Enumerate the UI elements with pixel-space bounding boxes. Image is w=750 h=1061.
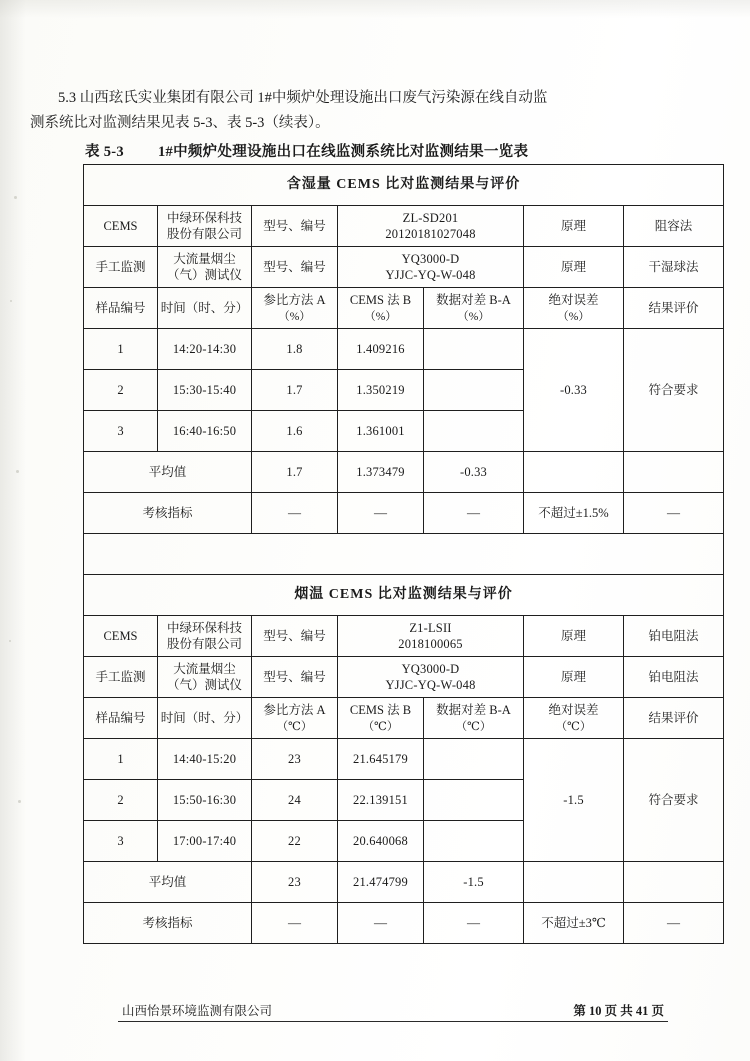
col-header-abs-error: 绝对误差 （%） — [524, 288, 624, 329]
scan-speckle — [16, 470, 19, 473]
value-method-b: 21.645179 — [338, 739, 424, 780]
model-label: 型号、编号 — [252, 247, 338, 288]
principle-label: 原理 — [524, 616, 624, 657]
average-label: 平均值 — [84, 862, 252, 903]
criteria-dash: — — [424, 903, 524, 944]
value-diff — [424, 370, 524, 411]
table-caption-number: 表 5-3 — [85, 144, 124, 160]
average-method-b: 21.474799 — [338, 862, 424, 903]
table-row — [84, 165, 724, 206]
scan-speckle — [10, 300, 12, 302]
cems-label: CEMS — [84, 616, 158, 657]
value-method-b: 1.361001 — [338, 411, 424, 452]
value-method-a: 22 — [252, 821, 338, 862]
sample-no: 3 — [84, 411, 158, 452]
sample-no: 2 — [84, 780, 158, 821]
footer-page-number: 第 10 页 共 41 页 — [573, 1004, 664, 1018]
model-value: YQ3000-D YJJC-YQ-W-048 — [338, 657, 524, 698]
average-abs-error — [524, 862, 624, 903]
sample-no: 1 — [84, 329, 158, 370]
col-header-time: 时间（时、分） — [158, 698, 252, 739]
sample-time: 16:40-16:50 — [158, 411, 252, 452]
sample-time: 15:30-15:40 — [158, 370, 252, 411]
average-diff: -0.33 — [424, 452, 524, 493]
value-method-a: 23 — [252, 739, 338, 780]
sample-no: 3 — [84, 821, 158, 862]
model-label: 型号、编号 — [252, 206, 338, 247]
table-header-row — [84, 288, 724, 329]
scan-shadow-left — [0, 0, 26, 1061]
average-method-a: 23 — [252, 862, 338, 903]
model-value: YQ3000-D YJJC-YQ-W-048 — [338, 247, 524, 288]
principle-value: 阻容法 — [624, 206, 724, 247]
value-method-a: 1.7 — [252, 370, 338, 411]
sample-time: 15:50-16:30 — [158, 780, 252, 821]
manual-label: 手工监测 — [84, 247, 158, 288]
table-row — [84, 452, 724, 493]
value-abs-error: -0.33 — [524, 329, 624, 452]
criteria-dash: — — [624, 903, 724, 944]
table-row — [84, 206, 724, 247]
model-value: ZL-SD201 20120181027048 — [338, 206, 524, 247]
average-evaluation — [624, 452, 724, 493]
value-diff — [424, 780, 524, 821]
table-row — [84, 862, 724, 903]
footer-divider — [118, 1021, 668, 1022]
criteria-value: 不超过±1.5% — [524, 493, 624, 534]
value-diff — [424, 739, 524, 780]
criteria-label: 考核指标 — [84, 903, 252, 944]
col-header-time: 时间（时、分） — [158, 288, 252, 329]
criteria-label: 考核指标 — [84, 493, 252, 534]
intro-paragraph — [30, 0, 720, 136]
section-title-humidity: 含湿量 CEMS 比对监测结果与评价 — [84, 165, 724, 206]
manual-label: 手工监测 — [84, 657, 158, 698]
cems-maker: 中绿环保科技 股份有限公司 — [158, 206, 252, 247]
table-spacer — [84, 534, 724, 575]
criteria-dash: — — [252, 903, 338, 944]
col-header-abs-error: 绝对误差 （℃） — [524, 698, 624, 739]
value-method-a: 24 — [252, 780, 338, 821]
table-row — [84, 739, 724, 780]
col-header-method-a: 参比方法 A （℃） — [252, 698, 338, 739]
model-label: 型号、编号 — [252, 616, 338, 657]
value-abs-error: -1.5 — [524, 739, 624, 862]
comparison-tables — [83, 164, 724, 944]
principle-label: 原理 — [524, 206, 624, 247]
cems-maker: 中绿环保科技 股份有限公司 — [158, 616, 252, 657]
table-row — [84, 329, 724, 370]
average-label: 平均值 — [84, 452, 252, 493]
table-row — [84, 657, 724, 698]
value-diff — [424, 411, 524, 452]
table-row — [84, 616, 724, 657]
table-header-row — [84, 698, 724, 739]
intro-line-1: 5.3 山西玹氏实业集团有限公司 1#中频炉处理设施出口废气污染源在线自动监 — [58, 90, 548, 106]
table-row — [84, 247, 724, 288]
principle-label: 原理 — [524, 247, 624, 288]
criteria-dash: — — [624, 493, 724, 534]
table-row — [84, 903, 724, 944]
page-footer — [30, 1001, 720, 1025]
criteria-dash: — — [424, 493, 524, 534]
value-method-a: 1.8 — [252, 329, 338, 370]
value-method-b: 1.350219 — [338, 370, 424, 411]
col-header-evaluation: 结果评价 — [624, 698, 724, 739]
model-value: Z1-LSII 2018100065 — [338, 616, 524, 657]
table-caption-text: 1#中频炉处理设施出口在线监测系统比对监测结果一览表 — [157, 144, 529, 160]
value-method-b: 20.640068 — [338, 821, 424, 862]
value-evaluation: 符合要求 — [624, 329, 724, 452]
principle-value: 铂电阻法 — [624, 657, 724, 698]
col-header-sample-no: 样品编号 — [84, 698, 158, 739]
average-method-b: 1.373479 — [338, 452, 424, 493]
manual-instrument: 大流量烟尘 （气）测试仪 — [158, 247, 252, 288]
table-row — [84, 575, 724, 616]
intro-line-2: 测系统比对监测结果见表 5-3、表 5-3（续表）。 — [30, 115, 330, 131]
manual-instrument: 大流量烟尘 （气）测试仪 — [158, 657, 252, 698]
col-header-method-b: CEMS 法 B （℃） — [338, 698, 424, 739]
sample-no: 1 — [84, 739, 158, 780]
scan-speckle — [18, 800, 21, 803]
average-evaluation — [624, 862, 724, 903]
criteria-value: 不超过±3℃ — [524, 903, 624, 944]
value-diff — [424, 821, 524, 862]
col-header-diff: 数据对差 B-A （℃） — [424, 698, 524, 739]
value-diff — [424, 329, 524, 370]
col-header-sample-no: 样品编号 — [84, 288, 158, 329]
criteria-dash: — — [338, 903, 424, 944]
value-method-a: 1.6 — [252, 411, 338, 452]
col-header-evaluation: 结果评价 — [624, 288, 724, 329]
sample-time: 14:40-15:20 — [158, 739, 252, 780]
col-header-method-b: CEMS 法 B （%） — [338, 288, 424, 329]
criteria-dash: — — [252, 493, 338, 534]
model-label: 型号、编号 — [252, 657, 338, 698]
value-method-b: 22.139151 — [338, 780, 424, 821]
table-spacer-cell — [84, 534, 724, 575]
principle-value: 干湿球法 — [624, 247, 724, 288]
table-row — [84, 493, 724, 534]
average-abs-error — [524, 452, 624, 493]
table-caption — [30, 140, 720, 161]
sample-time: 17:00-17:40 — [158, 821, 252, 862]
section-title-flue-temp: 烟温 CEMS 比对监测结果与评价 — [84, 575, 724, 616]
average-diff: -1.5 — [424, 862, 524, 903]
principle-value: 铂电阻法 — [624, 616, 724, 657]
criteria-dash: — — [338, 493, 424, 534]
sample-time: 14:20-14:30 — [158, 329, 252, 370]
col-header-diff: 数据对差 B-A （%） — [424, 288, 524, 329]
col-header-method-a: 参比方法 A （%） — [252, 288, 338, 329]
sample-no: 2 — [84, 370, 158, 411]
footer-company: 山西怡景环境监测有限公司 — [122, 1004, 273, 1018]
value-evaluation: 符合要求 — [624, 739, 724, 862]
scan-speckle — [14, 196, 17, 199]
principle-label: 原理 — [524, 657, 624, 698]
value-method-b: 1.409216 — [338, 329, 424, 370]
cems-label: CEMS — [84, 206, 158, 247]
average-method-a: 1.7 — [252, 452, 338, 493]
scan-speckle — [9, 640, 11, 642]
